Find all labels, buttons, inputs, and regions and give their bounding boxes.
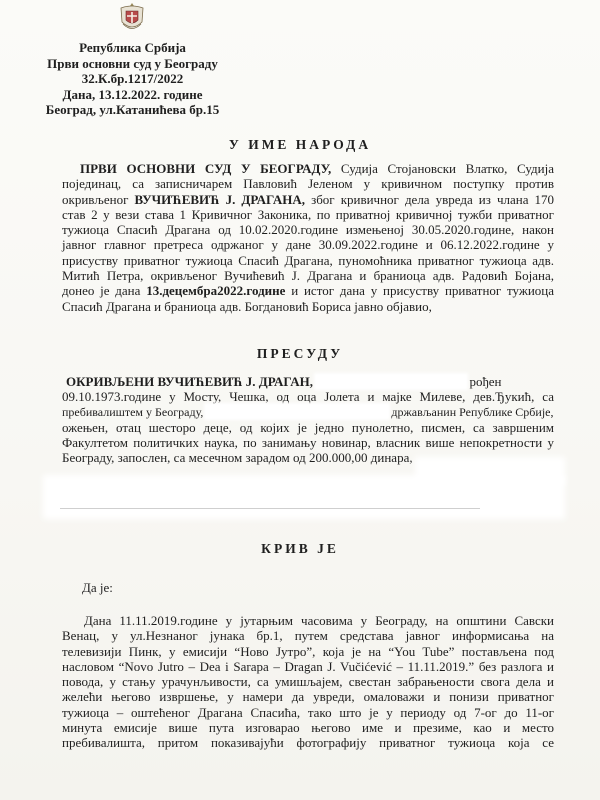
accused-text: Београду, запослен, са месечном зарадом од 200.000,00 динара,: [62, 450, 413, 466]
verdict-date-bold: 13.децембра2022.године: [146, 283, 286, 299]
facts-line: Венац, у ул.Незнаног јунака бр.1, путем средстава јавног информисања на: [62, 628, 554, 644]
accused-text: пребивалиштем у Београду,: [62, 404, 204, 419]
facts-line: повода, у стању урачунљивости, са умишљајем, свестан забрањености свога дела и: [62, 674, 554, 690]
intro-line: Митић Петра, окривљеног Вучићевић Ј. Драгана и браниоца адв. Радовић Бојана,: [62, 268, 554, 284]
intro-line: [62, 161, 554, 176]
facts-line: тужиоца – оштећеног Драгана Спасића, тако што је у периоду од 7-ог до 11-ог: [62, 704, 554, 720]
header-court: Први основни суд у Београду: [47, 55, 218, 71]
redaction-mark: [206, 405, 388, 418]
intro-line: [62, 192, 554, 207]
header-date: Дана, 13.12.2022. године: [62, 86, 203, 102]
accused-line: Факултетом политичких наука, по занимању новинар, власник више непокретности у: [62, 435, 554, 451]
accused-text: држављанин Републике Србије,: [391, 404, 554, 419]
title-verdict: ПРЕСУДУ: [256, 346, 344, 361]
facts-paragraph: [62, 613, 554, 751]
accused-line: [62, 374, 554, 389]
intro-line: тужиоца Спасић Драгана од 10.02.2020.године измењеној 30.05.2020.године, након: [62, 222, 554, 238]
title-guilty: КРИВ ЈЕ: [261, 541, 339, 556]
facts-line: телевизији Пинк, у емисији “Ново Јутро”, која је на “You Tube” постављена под: [62, 643, 554, 659]
intro-text: донео је дана: [62, 283, 141, 299]
title-in-the-name-of-people: У ИМЕ НАРОДА: [228, 137, 372, 152]
facts-line: минута емисије више пута изговарао његово име и презиме, као и место: [62, 720, 554, 736]
accused-line: ожењен, отац шесторо деце, од којих је једно пунолетно, писмен, са завршеним: [62, 419, 554, 435]
intro-paragraph: [62, 161, 554, 314]
court-name-bold: ПРВИ ОСНОВНИ СУД У БЕОГРАДУ,: [80, 161, 332, 176]
facts-line: Дана 11.11.2019.године у јутарњим часовима у Београду, на општини Савски: [84, 613, 554, 628]
accused-text: рођен: [469, 374, 502, 389]
court-header: [20, 40, 245, 118]
redaction-block: [420, 462, 560, 480]
intro-text: због кривичног дела увреда из члана 170: [311, 191, 555, 207]
coat-of-arms-emblem: [118, 2, 146, 34]
defendant-name-bold: ВУЧИЋЕВИЋ Ј. ДРАГАНА,: [134, 191, 305, 207]
redaction-mark: [316, 375, 466, 388]
header-address: Београд, ул.Катанићева бр.15: [45, 102, 220, 117]
accused-line: 09.10.1973.године у Мосту, Чешка, од оца Јолета и мајке Милеве, дев.Ђукић, са: [62, 389, 554, 405]
intro-text: и истог дана у присуству приватног тужиоца: [291, 283, 555, 299]
intro-line: Спасић Драгана и браниоца адв. Богдановић Бориса јавно објавио,: [62, 298, 432, 314]
intro-text: Судија Стојановски Влатко, Судија: [340, 161, 554, 176]
accused-line: [62, 405, 554, 420]
intro-line: [62, 283, 554, 298]
intro-line: јавног главног претреса одржаног у дане 30.09.2022.године и 06.12.2022.године у: [62, 237, 554, 253]
faint-redaction-line: [60, 508, 480, 509]
da-je-label: Да је:: [82, 580, 113, 595]
header-case-number: 32.К.бр.1217/2022: [81, 71, 184, 86]
accused-name-bold: ОКРИВЉЕНИ ВУЧИЋЕВИЋ Ј. ДРАГАН,: [66, 374, 313, 389]
intro-line: појединац, са записничарем Павловић Јеленом у кривичном поступку против: [62, 176, 554, 192]
intro-line: став 2 у вези става 1 Кривичног Законика, по приватној кривичној тужби приватног: [62, 206, 554, 222]
facts-line: пребивалишта, притом показивајући фотографију приватног тужиоца која се: [62, 735, 554, 751]
facts-line: насловом “Novo Jutro – Dea i Sarapa – Dragan J. Vučićević – 11.11.2019.” без разлога и: [62, 658, 554, 674]
intro-line: присуству приватног тужиоца Спасић Драгана, пуномоћника приватног тужиоца адв.: [62, 252, 554, 268]
accused-paragraph: [62, 374, 554, 466]
intro-text: окривљеног: [62, 191, 129, 207]
facts-line: желећи његово извршење, у намери да увреди, омаловажи и понизи приватног: [62, 689, 554, 705]
header-country: Република Србија: [79, 40, 186, 55]
